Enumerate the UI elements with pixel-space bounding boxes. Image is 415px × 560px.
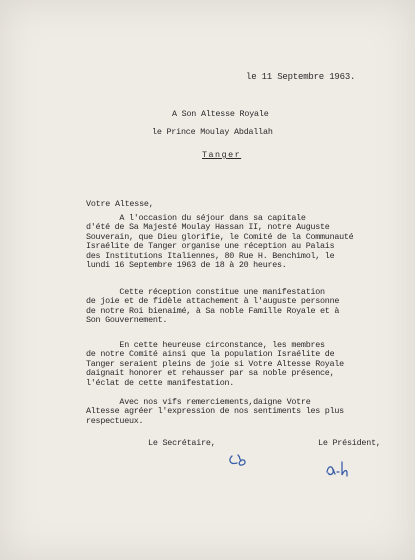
- secretary-signature-icon: [226, 452, 256, 470]
- text-line: En cette heureuse circonstance, les membres: [86, 340, 325, 350]
- letter-date: le 11 Septembre 1963.: [246, 72, 356, 82]
- text-line: de notre Roi bienaimé, à Sa noble Famille Royale et à: [86, 305, 340, 316]
- text-line: Israélite de Tanger organise une réception au Palais: [86, 241, 335, 252]
- text-line: de notre Comité ainsi que la population Israélite de: [86, 349, 335, 360]
- text-line: Tanger seraient pleins de joie si Votre Altesse Royale: [86, 358, 344, 369]
- text-line: A l'occasion du séjour dans sa capitale: [86, 213, 306, 223]
- text-line: daignait honorer et rehausser par sa noble présence,: [86, 368, 335, 379]
- text-line: de joie et de fidèle attachement à l'auguste personne: [86, 296, 340, 307]
- text-line: Souverain, que Dieu glorifie, le Comité de la Communauté: [86, 231, 354, 242]
- recipient-title: A Son Altesse Royale: [172, 109, 269, 119]
- president-signature-icon: [324, 456, 354, 482]
- paragraph-2: [86, 288, 386, 326]
- recipient-city: Tanger: [202, 150, 242, 160]
- secretary-title: Le Secrétaire,: [148, 438, 216, 448]
- president-title: Le Président,: [318, 438, 381, 448]
- text-line: respectueux.: [86, 415, 144, 426]
- text-line: Altesse agréer l'expression de nos sentiments les plus: [86, 406, 344, 417]
- salutation: Votre Altesse,: [86, 199, 154, 209]
- paragraph-1: [86, 214, 386, 270]
- text-line: lundi 16 Septembre 1963 de 18 à 20 heures.: [86, 260, 287, 271]
- text-line: l'éclat de cette manifestation.: [86, 377, 235, 388]
- text-line: Son Gouvernement.: [86, 315, 168, 326]
- text-line: des Institutions Italiennes, 80 Rue H. Benchimol, le: [86, 250, 335, 261]
- recipient-name: le Prince Moulay Abdallah: [152, 127, 273, 137]
- text-line: Avec nos vifs remerciements,daigne Votre: [86, 397, 311, 407]
- paragraph-3: [86, 341, 386, 388]
- text-line: d'été de Sa Majesté Moulay Hassan II, notre Auguste: [86, 222, 330, 233]
- text-line: Cette réception constitue une manifestation: [86, 287, 325, 297]
- paragraph-4: [86, 398, 386, 426]
